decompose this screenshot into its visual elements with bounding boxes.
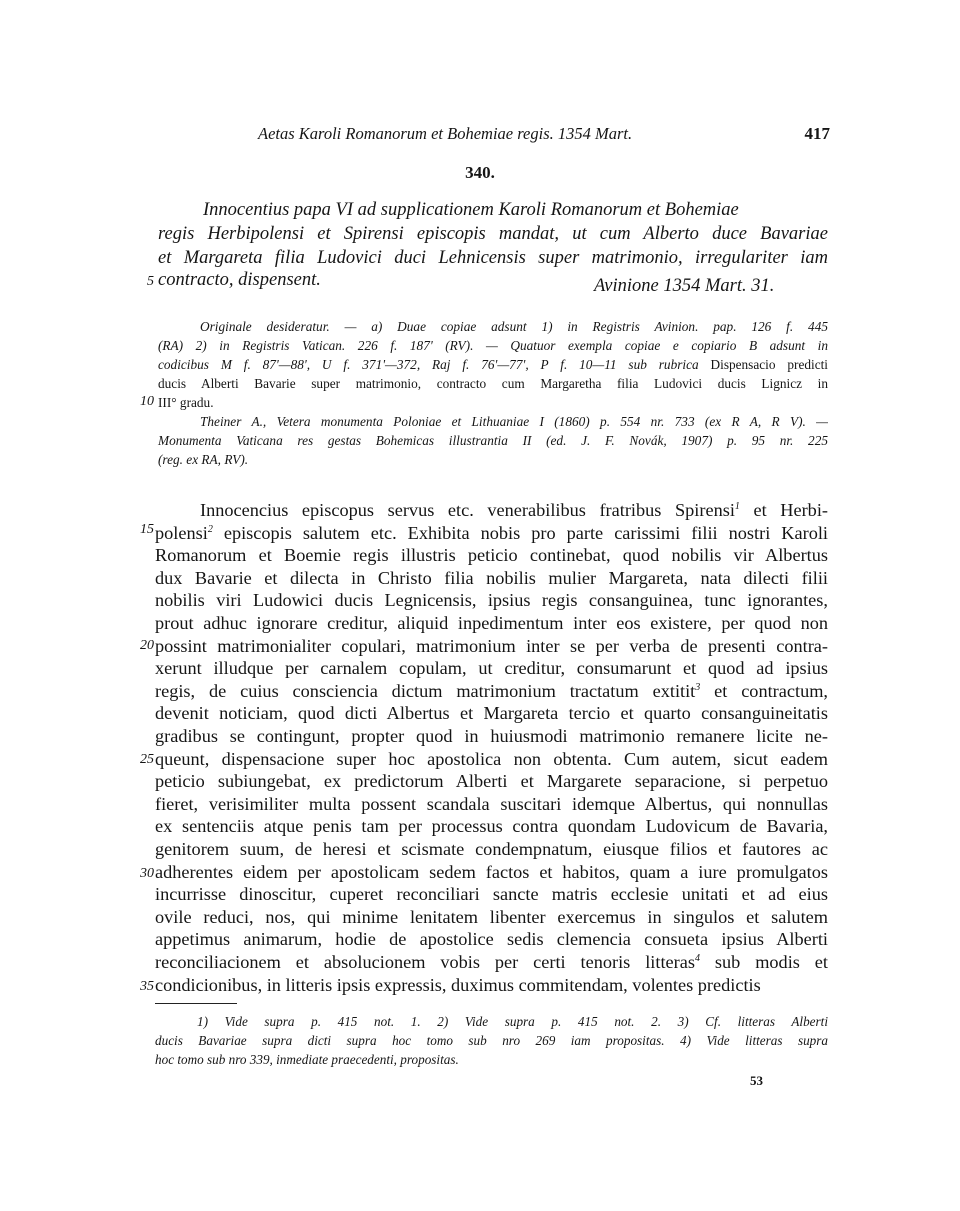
- line-number: 25: [140, 752, 154, 767]
- running-title: Aetas Karoli Romanorum et Bohemiae regis. 1354 Mart.: [258, 124, 633, 143]
- body-line: ex sentenciis atque penis tam per processus contra quondam Ludovicum de Bavaria,: [155, 816, 828, 837]
- apparatus-line: Theiner A., Vetera monumenta Poloniae et Lithuaniae I (1860) p. 554 nr. 733 (ex R A, R V). —: [200, 414, 828, 429]
- body-line: peticio subiungebat, ex predictorum Alberti et Margarete separacione, si perpetuo: [155, 771, 828, 792]
- line-number: 30: [140, 866, 154, 881]
- body-line: polensi$^2$ episcopis salutem etc. Exhibita nobis pro parte carissimi filii nostri Karoli: [155, 522, 828, 543]
- footnote-marker: 3: [695, 681, 701, 693]
- apparatus-line: codicibus M f. 87'—88', U f. 371'—372, Raj f. 76'—77', P f. 10—11 sub rubrica Dispensacio predicti: [158, 357, 828, 372]
- apparatus-line: Monumenta Vaticana res gestas Bohemicas illustrantia II (ed. J. F. Novák, 1907) p. 95 nr. 225: [158, 433, 828, 448]
- body-line: incurrisse dinoscitur, cuperet reconciliari sancte matris ecclesie unitati et ad eius: [155, 884, 828, 905]
- body-line: possint matrimonialiter copulari, matrimonium inter se per verba de presenti contra-: [155, 635, 828, 656]
- footnote-rule: [155, 1003, 237, 1004]
- line-number: 5: [147, 274, 154, 289]
- body-line: queunt, dispensacione super hoc apostolica non obtenta. Cum autem, sicut eadem: [155, 748, 828, 769]
- line-number: 10: [140, 394, 154, 409]
- footnote-marker: 1: [734, 501, 740, 512]
- apparatus-line: ducis Alberti Bavarie super matrimonio, contracto cum Margaretha filia Ludovici ducis Lignicz in: [158, 376, 828, 391]
- body-line: prout adhuc ignorare creditur, aliquid inpedimentum inter eos existere, per quod non: [155, 613, 828, 633]
- regest-line: regis Herbipolensi et Spirensi episcopis mandat, ut cum Alberto duce Bavariae: [158, 224, 828, 244]
- line-number: 20: [140, 638, 154, 653]
- body-line: reconciliacionem et absolucionem vobis per certi tenoris litteras$^4$ sub modis et: [155, 952, 829, 972]
- apparatus-line: Originale desideratur. — a) Duae copiae adsunt 1) in Registris Avinion. pap. 126 f. 445: [200, 319, 828, 334]
- body-line: gradibus se contingunt, propter quod in huiusmodi matrimonio remanere licite ne-: [155, 726, 828, 746]
- apparatus-line: (reg. ex RA, RV).: [158, 452, 249, 467]
- regest-line: contracto, dispensent.: [158, 270, 321, 290]
- footnote-marker: 2: [207, 523, 213, 535]
- body-line: genitorem suum, de heresi et scismate condempnatum, eiusque filios et fautores ac: [155, 839, 828, 859]
- body-line: adherentes eidem per apostolicam sedem factos et habitos, quam a iure promulgatos: [155, 861, 828, 882]
- body-line: Romanorum et Boemie regis illustris peticio continebat, quod nobilis vir Albertus: [155, 545, 828, 566]
- footnote-line: ducis Bavariae supra dicti supra hoc tomo sub nro 269 iam propositas. 4) Vide litteras supra: [155, 1033, 828, 1048]
- regest-line: Innocentius papa VI ad supplicationem Karoli Romanorum et Bohemiae: [203, 200, 739, 220]
- apparatus-line: III° gradu.: [158, 395, 214, 410]
- line-number: 35: [140, 979, 154, 994]
- body-line: Innocencius episcopus servus etc. venerabilibus fratribus Spirensi$^1$ et Herbi-: [200, 500, 828, 520]
- footnote-line: hoc tomo sub nro 339, inmediate praecedenti, propositas.: [155, 1052, 459, 1067]
- running-header: [200, 123, 830, 145]
- document-number: 340.: [465, 163, 495, 182]
- line-number: 15: [140, 522, 154, 537]
- body-line: ovile reduci, nos, qui minime lenitatem libenter exercemus in singulos et salutem: [155, 906, 828, 927]
- body-line: appetimus animarum, hodie de apostolice sedis clemencia consueta ipsius Alberti: [155, 929, 828, 950]
- body-line: fieret, verisimiliter multa possent scandala suscitari idemque Albertus, qui nonnullas: [155, 793, 828, 814]
- body-line: dux Bavarie et dilecta in Christo filia nobilis mulier Margareta, nata dilecti filii: [155, 567, 828, 588]
- page-number: 417: [804, 124, 830, 143]
- body-line: xerunt illudque per carnalem copulam, ut creditur, consumarunt et quod ad ipsius: [155, 658, 828, 679]
- body-line: regis, de cuius consciencia dictum matrimonium tractatum extitit$^3$ et contractum,: [155, 680, 828, 701]
- apparatus-line: (RA) 2) in Registris Vatican. 226 f. 187' (RV). — Quatuor exempla copiae e copiario B adsunt in: [158, 338, 828, 353]
- body-line: condicionibus, in litteris ipsis expressis, duximus commitendam, volentes predictis: [155, 974, 761, 995]
- regest-date: Avinione 1354 Mart. 31.: [594, 276, 775, 296]
- regest-line: et Margareta filia Ludovici duci Lehnicensis super matrimonio, irregulariter iam: [158, 248, 828, 268]
- footnote-line: 1) Vide supra p. 415 not. 1. 2) Vide supra p. 415 not. 2. 3) Cf. litteras Alberti: [197, 1014, 828, 1029]
- footnote-marker: 4: [694, 953, 700, 964]
- body-line: nobilis viri Ludowici ducis Legnicensis, ipsius regis consanguinea, tunc ignorantes,: [155, 590, 828, 611]
- body-line: devenit noticiam, quod dicti Albertus et Margareta tercio et quarto consanguineitatis: [155, 703, 828, 724]
- signature-mark: 53: [750, 1073, 763, 1088]
